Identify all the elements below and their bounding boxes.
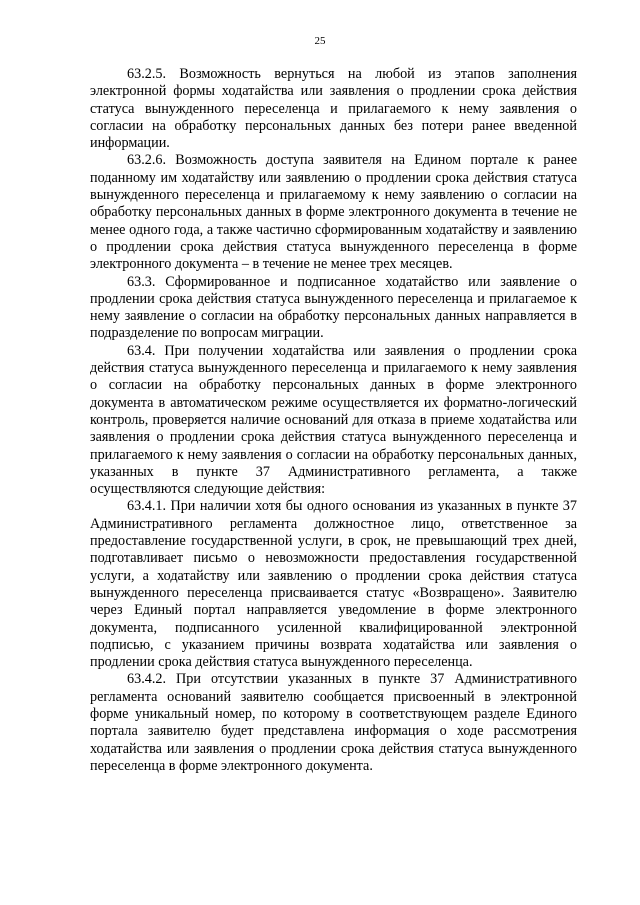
paragraph-63-4: 63.4. При получении ходатайства или заявления о продлении срока действия статуса вынужденного переселенца и прилагаемого к нему заявления о согласии на обработку персональных данных в форме электронного документа в автоматическом режиме осуществляется их форматно-логический контроль, проверяется наличие оснований для отказа в приеме ходатайства или заявления о продлении срока действия статуса вынужденного переселенца и прилагаемого к нему заявления о согласии на обработку персональных данных, указанных в пункте 37 Административного регламента, а также осуществляются следующие действия: (90, 342, 577, 498)
page-number: 25 (314, 35, 326, 47)
paragraph-63-4-2: 63.4.2. При отсутствии указанных в пункте 37 Административного регламента оснований заявителю сообщается присвоенный в электронной форме уникальный номер, по которому в соответствующем разделе Единого портала заявителю будет представлена информация о ходе рассмотрения ходатайства или заявления о продлении срока действия статуса вынужденного переселенца в форме электронного документа. (90, 671, 577, 774)
paragraph-63-2-5: 63.2.5. Возможность вернуться на любой из этапов заполнения электронной формы ходатайства или заявления о продлении срока действия статуса вынужденного переселенца и прилагаемого к нему заявления о согласии на обработку персональных данных без потери ранее введенной информации. (90, 66, 577, 152)
document-body (90, 66, 577, 775)
paragraph-63-3: 63.3. Сформированное и подписанное ходатайство или заявление о продлении срока действия статуса вынужденного переселенца и прилагаемое к нему заявление о согласии на обработку персональных данных направляется в подразделение по вопросам миграции. (90, 273, 577, 342)
paragraph-63-2-6: 63.2.6. Возможность доступа заявителя на Едином портале к ранее поданному им ходатайству или заявлению о продлении срока действия статуса вынужденного переселенца и прилагаемому к нему заявлению о согласии на обработку персональных данных в форме электронного документа в течение не менее одного года, а также частично сформированным ходатайству и заявлению о продлении срока действия статуса вынужденного переселенца в форме электронного документа – в течение не менее трех месяцев. (90, 152, 577, 273)
paragraph-63-4-1: 63.4.1. При наличии хотя бы одного основания из указанных в пункте 37 Административного регламента должностное лицо, ответственное за предоставление государственной услуги, в срок, не превышающий трех дней, подготавливает письмо о невозможности предоставления государственной услуги, а ходатайству или заявлению о продлении срока действия статуса вынужденного переселенца присваивается статус «Возвращено». Заявителю через Единый портал направляется уведомление в форме электронного документа, подписанного усиленной квалифицированной электронной подписью, с указанием причины возврата ходатайства или заявления о продлении срока действия статуса вынужденного переселенца. (90, 498, 577, 671)
